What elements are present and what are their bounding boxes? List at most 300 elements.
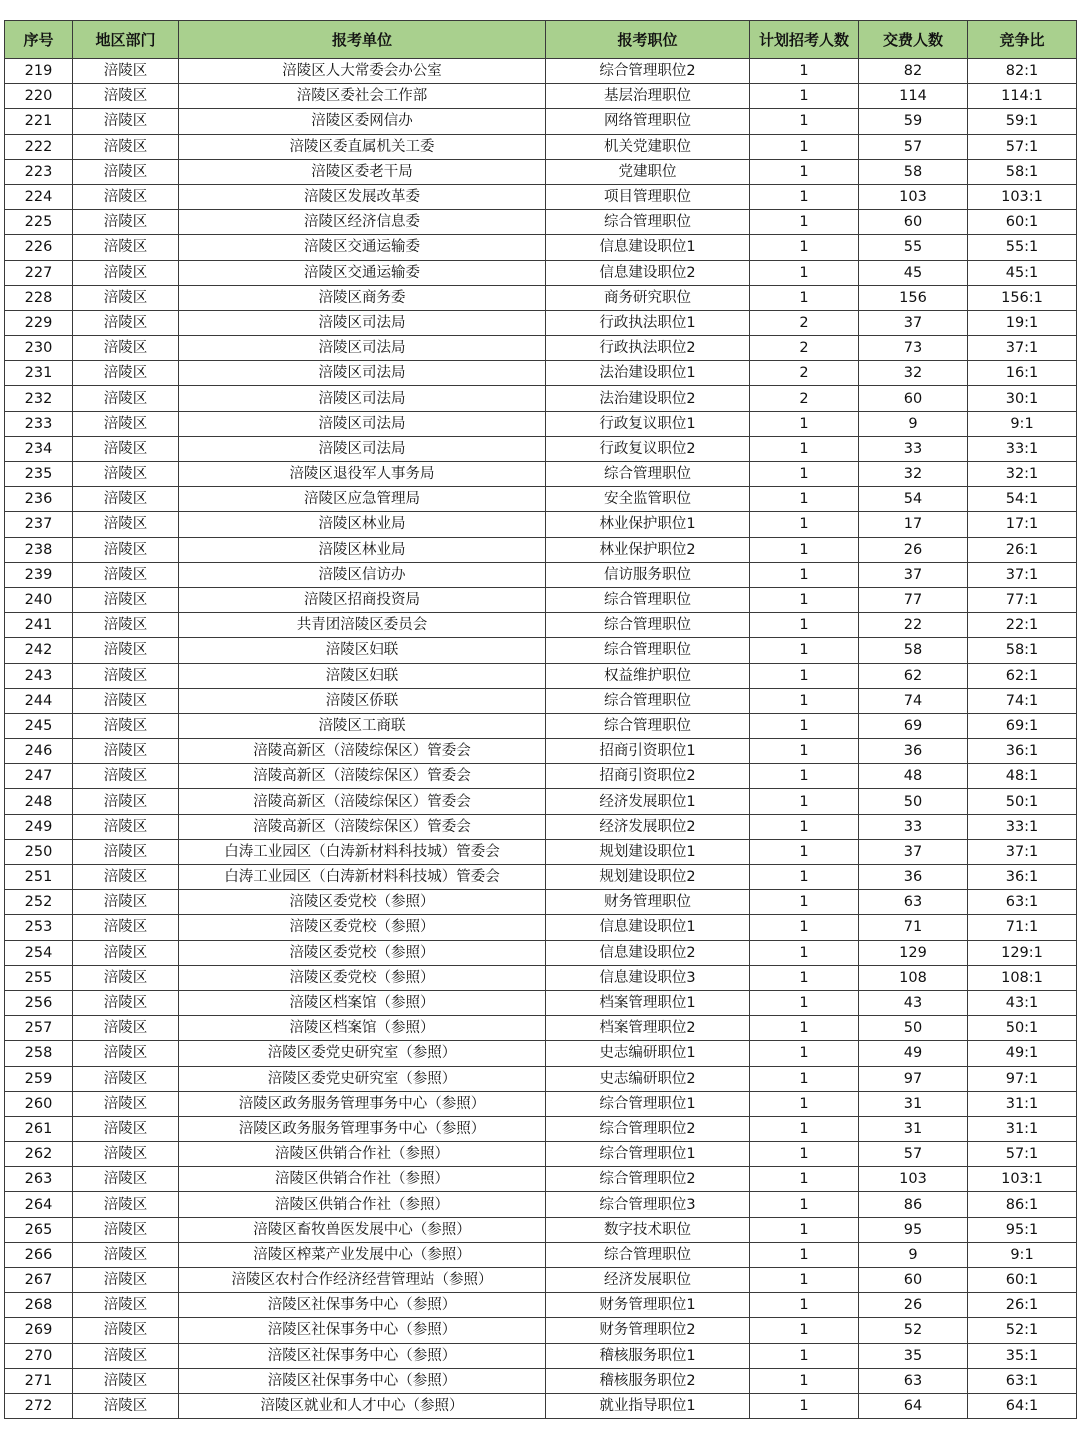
cell-position: 经济发展职位2 bbox=[546, 814, 750, 839]
cell-region: 涪陵区 bbox=[73, 839, 179, 864]
cell-region: 涪陵区 bbox=[73, 814, 179, 839]
cell-unit: 涪陵区司法局 bbox=[179, 361, 546, 386]
cell-position: 林业保护职位1 bbox=[546, 512, 750, 537]
cell-planned: 1 bbox=[750, 587, 859, 612]
cell-paid: 60 bbox=[859, 210, 968, 235]
cell-paid: 36 bbox=[859, 739, 968, 764]
cell-paid: 26 bbox=[859, 537, 968, 562]
cell-paid: 129 bbox=[859, 940, 968, 965]
cell-position: 党建职位 bbox=[546, 159, 750, 184]
table-row bbox=[5, 1217, 1077, 1242]
cell-ratio: 16:1 bbox=[968, 361, 1077, 386]
table-row bbox=[5, 285, 1077, 310]
cell-unit: 涪陵区交通运输委 bbox=[179, 260, 546, 285]
cell-region: 涪陵区 bbox=[73, 537, 179, 562]
table-row bbox=[5, 1091, 1077, 1116]
cell-serial: 269 bbox=[5, 1318, 73, 1343]
cell-region: 涪陵区 bbox=[73, 789, 179, 814]
cell-serial: 263 bbox=[5, 1167, 73, 1192]
cell-serial: 272 bbox=[5, 1393, 73, 1418]
cell-position: 信息建设职位1 bbox=[546, 235, 750, 260]
cell-ratio: 26:1 bbox=[968, 1293, 1077, 1318]
cell-region: 涪陵区 bbox=[73, 1167, 179, 1192]
cell-position: 综合管理职位 bbox=[546, 638, 750, 663]
cell-paid: 63 bbox=[859, 1368, 968, 1393]
cell-planned: 1 bbox=[750, 411, 859, 436]
cell-unit: 涪陵区畜牧兽医发展中心（参照） bbox=[179, 1217, 546, 1242]
table-row bbox=[5, 386, 1077, 411]
cell-serial: 260 bbox=[5, 1091, 73, 1116]
cell-planned: 1 bbox=[750, 210, 859, 235]
cell-ratio: 63:1 bbox=[968, 890, 1077, 915]
cell-region: 涪陵区 bbox=[73, 336, 179, 361]
cell-serial: 240 bbox=[5, 587, 73, 612]
cell-planned: 1 bbox=[750, 1293, 859, 1318]
cell-region: 涪陵区 bbox=[73, 184, 179, 209]
cell-planned: 1 bbox=[750, 109, 859, 134]
cell-region: 涪陵区 bbox=[73, 764, 179, 789]
cell-region: 涪陵区 bbox=[73, 512, 179, 537]
cell-unit: 涪陵区商务委 bbox=[179, 285, 546, 310]
cell-region: 涪陵区 bbox=[73, 587, 179, 612]
cell-ratio: 57:1 bbox=[968, 1142, 1077, 1167]
cell-position: 招商引资职位1 bbox=[546, 739, 750, 764]
cell-ratio: 55:1 bbox=[968, 235, 1077, 260]
table-row bbox=[5, 1368, 1077, 1393]
cell-position: 信息建设职位2 bbox=[546, 940, 750, 965]
cell-planned: 1 bbox=[750, 436, 859, 461]
recruitment-table-container bbox=[4, 20, 1076, 1419]
cell-position: 综合管理职位1 bbox=[546, 1091, 750, 1116]
cell-region: 涪陵区 bbox=[73, 1268, 179, 1293]
cell-ratio: 31:1 bbox=[968, 1091, 1077, 1116]
cell-region: 涪陵区 bbox=[73, 487, 179, 512]
table-row bbox=[5, 1343, 1077, 1368]
cell-serial: 224 bbox=[5, 184, 73, 209]
cell-planned: 1 bbox=[750, 890, 859, 915]
cell-paid: 31 bbox=[859, 1116, 968, 1141]
cell-ratio: 156:1 bbox=[968, 285, 1077, 310]
table-row bbox=[5, 210, 1077, 235]
cell-position: 行政执法职位2 bbox=[546, 336, 750, 361]
table-row bbox=[5, 336, 1077, 361]
cell-ratio: 71:1 bbox=[968, 915, 1077, 940]
cell-unit: 涪陵区委党校（参照） bbox=[179, 915, 546, 940]
cell-region: 涪陵区 bbox=[73, 134, 179, 159]
cell-position: 规划建设职位1 bbox=[546, 839, 750, 864]
cell-ratio: 26:1 bbox=[968, 537, 1077, 562]
table-row bbox=[5, 915, 1077, 940]
cell-serial: 227 bbox=[5, 260, 73, 285]
cell-planned: 1 bbox=[750, 1142, 859, 1167]
table-row bbox=[5, 587, 1077, 612]
cell-position: 综合管理职位 bbox=[546, 713, 750, 738]
cell-position: 网络管理职位 bbox=[546, 109, 750, 134]
cell-region: 涪陵区 bbox=[73, 990, 179, 1015]
cell-position: 权益维护职位 bbox=[546, 663, 750, 688]
header-position: 报考职位 bbox=[546, 21, 750, 59]
table-row bbox=[5, 1242, 1077, 1267]
cell-unit: 涪陵区发展改革委 bbox=[179, 184, 546, 209]
cell-unit: 涪陵区林业局 bbox=[179, 537, 546, 562]
cell-region: 涪陵区 bbox=[73, 940, 179, 965]
cell-serial: 256 bbox=[5, 990, 73, 1015]
cell-region: 涪陵区 bbox=[73, 890, 179, 915]
cell-ratio: 50:1 bbox=[968, 789, 1077, 814]
cell-paid: 54 bbox=[859, 487, 968, 512]
cell-paid: 17 bbox=[859, 512, 968, 537]
cell-planned: 1 bbox=[750, 512, 859, 537]
cell-position: 数字技术职位 bbox=[546, 1217, 750, 1242]
table-row bbox=[5, 1293, 1077, 1318]
cell-position: 行政复议职位2 bbox=[546, 436, 750, 461]
cell-planned: 1 bbox=[750, 764, 859, 789]
cell-serial: 254 bbox=[5, 940, 73, 965]
cell-ratio: 45:1 bbox=[968, 260, 1077, 285]
cell-serial: 270 bbox=[5, 1343, 73, 1368]
cell-ratio: 103:1 bbox=[968, 1167, 1077, 1192]
cell-ratio: 69:1 bbox=[968, 713, 1077, 738]
cell-planned: 2 bbox=[750, 310, 859, 335]
cell-unit: 涪陵高新区（涪陵综保区）管委会 bbox=[179, 739, 546, 764]
table-row bbox=[5, 663, 1077, 688]
cell-paid: 48 bbox=[859, 764, 968, 789]
cell-ratio: 33:1 bbox=[968, 814, 1077, 839]
cell-planned: 1 bbox=[750, 1116, 859, 1141]
cell-ratio: 58:1 bbox=[968, 638, 1077, 663]
cell-unit: 涪陵区林业局 bbox=[179, 512, 546, 537]
cell-position: 综合管理职位 bbox=[546, 613, 750, 638]
cell-paid: 60 bbox=[859, 386, 968, 411]
cell-region: 涪陵区 bbox=[73, 436, 179, 461]
cell-serial: 233 bbox=[5, 411, 73, 436]
cell-region: 涪陵区 bbox=[73, 361, 179, 386]
cell-serial: 255 bbox=[5, 965, 73, 990]
cell-paid: 108 bbox=[859, 965, 968, 990]
cell-serial: 251 bbox=[5, 865, 73, 890]
cell-ratio: 64:1 bbox=[968, 1393, 1077, 1418]
cell-unit: 涪陵区社保事务中心（参照） bbox=[179, 1293, 546, 1318]
table-row bbox=[5, 84, 1077, 109]
table-header bbox=[5, 21, 1077, 59]
cell-unit: 涪陵区委老干局 bbox=[179, 159, 546, 184]
cell-unit: 涪陵区供销合作社（参照） bbox=[179, 1142, 546, 1167]
cell-ratio: 74:1 bbox=[968, 688, 1077, 713]
table-row bbox=[5, 184, 1077, 209]
cell-position: 规划建设职位2 bbox=[546, 865, 750, 890]
cell-paid: 9 bbox=[859, 1242, 968, 1267]
cell-paid: 59 bbox=[859, 109, 968, 134]
cell-unit: 涪陵区供销合作社（参照） bbox=[179, 1167, 546, 1192]
cell-planned: 1 bbox=[750, 1268, 859, 1293]
cell-ratio: 19:1 bbox=[968, 310, 1077, 335]
table-row bbox=[5, 134, 1077, 159]
cell-position: 商务研究职位 bbox=[546, 285, 750, 310]
table-row bbox=[5, 688, 1077, 713]
cell-paid: 36 bbox=[859, 865, 968, 890]
cell-region: 涪陵区 bbox=[73, 310, 179, 335]
cell-region: 涪陵区 bbox=[73, 159, 179, 184]
cell-planned: 1 bbox=[750, 562, 859, 587]
cell-ratio: 62:1 bbox=[968, 663, 1077, 688]
cell-paid: 156 bbox=[859, 285, 968, 310]
cell-unit: 涪陵区榨菜产业发展中心（参照） bbox=[179, 1242, 546, 1267]
cell-ratio: 54:1 bbox=[968, 487, 1077, 512]
table-row bbox=[5, 310, 1077, 335]
cell-paid: 97 bbox=[859, 1066, 968, 1091]
cell-paid: 50 bbox=[859, 1016, 968, 1041]
cell-region: 涪陵区 bbox=[73, 1293, 179, 1318]
cell-serial: 243 bbox=[5, 663, 73, 688]
cell-region: 涪陵区 bbox=[73, 1343, 179, 1368]
table-row bbox=[5, 361, 1077, 386]
cell-planned: 1 bbox=[750, 613, 859, 638]
cell-unit: 涪陵区应急管理局 bbox=[179, 487, 546, 512]
cell-paid: 32 bbox=[859, 361, 968, 386]
table-row bbox=[5, 1167, 1077, 1192]
cell-position: 综合管理职位2 bbox=[546, 1116, 750, 1141]
table-row bbox=[5, 462, 1077, 487]
cell-unit: 涪陵区委党史研究室（参照） bbox=[179, 1066, 546, 1091]
table-row bbox=[5, 713, 1077, 738]
table-row bbox=[5, 1393, 1077, 1418]
cell-unit: 白涛工业园区（白涛新材料科技城）管委会 bbox=[179, 865, 546, 890]
cell-position: 信息建设职位1 bbox=[546, 915, 750, 940]
cell-planned: 1 bbox=[750, 1016, 859, 1041]
cell-paid: 37 bbox=[859, 562, 968, 587]
cell-planned: 1 bbox=[750, 713, 859, 738]
cell-ratio: 9:1 bbox=[968, 1242, 1077, 1267]
cell-planned: 1 bbox=[750, 990, 859, 1015]
cell-unit: 涪陵区委直属机关工委 bbox=[179, 134, 546, 159]
cell-planned: 1 bbox=[750, 965, 859, 990]
cell-paid: 69 bbox=[859, 713, 968, 738]
cell-serial: 265 bbox=[5, 1217, 73, 1242]
cell-serial: 246 bbox=[5, 739, 73, 764]
cell-unit: 共青团涪陵区委员会 bbox=[179, 613, 546, 638]
cell-ratio: 32:1 bbox=[968, 462, 1077, 487]
cell-planned: 1 bbox=[750, 789, 859, 814]
cell-unit: 涪陵区交通运输委 bbox=[179, 235, 546, 260]
cell-unit: 涪陵区人大常委会办公室 bbox=[179, 59, 546, 84]
cell-position: 基层治理职位 bbox=[546, 84, 750, 109]
cell-paid: 26 bbox=[859, 1293, 968, 1318]
cell-region: 涪陵区 bbox=[73, 965, 179, 990]
cell-serial: 235 bbox=[5, 462, 73, 487]
table-row bbox=[5, 1192, 1077, 1217]
cell-serial: 259 bbox=[5, 1066, 73, 1091]
cell-planned: 1 bbox=[750, 134, 859, 159]
cell-ratio: 59:1 bbox=[968, 109, 1077, 134]
cell-planned: 2 bbox=[750, 336, 859, 361]
cell-paid: 22 bbox=[859, 613, 968, 638]
cell-region: 涪陵区 bbox=[73, 210, 179, 235]
header-serial: 序号 bbox=[5, 21, 73, 59]
cell-position: 经济发展职位 bbox=[546, 1268, 750, 1293]
cell-unit: 涪陵区政务服务管理事务中心（参照） bbox=[179, 1091, 546, 1116]
cell-region: 涪陵区 bbox=[73, 386, 179, 411]
table-row bbox=[5, 59, 1077, 84]
cell-paid: 55 bbox=[859, 235, 968, 260]
cell-ratio: 95:1 bbox=[968, 1217, 1077, 1242]
cell-position: 综合管理职位 bbox=[546, 462, 750, 487]
cell-paid: 86 bbox=[859, 1192, 968, 1217]
cell-ratio: 36:1 bbox=[968, 865, 1077, 890]
table-row bbox=[5, 890, 1077, 915]
cell-unit: 涪陵区委网信办 bbox=[179, 109, 546, 134]
cell-serial: 262 bbox=[5, 1142, 73, 1167]
cell-paid: 49 bbox=[859, 1041, 968, 1066]
cell-paid: 74 bbox=[859, 688, 968, 713]
cell-serial: 230 bbox=[5, 336, 73, 361]
cell-position: 林业保护职位2 bbox=[546, 537, 750, 562]
cell-serial: 220 bbox=[5, 84, 73, 109]
cell-region: 涪陵区 bbox=[73, 1393, 179, 1418]
cell-ratio: 58:1 bbox=[968, 159, 1077, 184]
cell-serial: 264 bbox=[5, 1192, 73, 1217]
cell-ratio: 108:1 bbox=[968, 965, 1077, 990]
cell-planned: 1 bbox=[750, 260, 859, 285]
cell-serial: 245 bbox=[5, 713, 73, 738]
cell-ratio: 129:1 bbox=[968, 940, 1077, 965]
cell-paid: 71 bbox=[859, 915, 968, 940]
cell-unit: 涪陵区社保事务中心（参照） bbox=[179, 1318, 546, 1343]
table-row bbox=[5, 613, 1077, 638]
cell-region: 涪陵区 bbox=[73, 235, 179, 260]
table-body bbox=[5, 59, 1077, 1419]
cell-planned: 1 bbox=[750, 1242, 859, 1267]
cell-serial: 252 bbox=[5, 890, 73, 915]
cell-position: 档案管理职位1 bbox=[546, 990, 750, 1015]
cell-serial: 271 bbox=[5, 1368, 73, 1393]
cell-unit: 涪陵区委党校（参照） bbox=[179, 940, 546, 965]
cell-serial: 241 bbox=[5, 613, 73, 638]
table-row bbox=[5, 1142, 1077, 1167]
cell-paid: 57 bbox=[859, 134, 968, 159]
cell-unit: 涪陵区委社会工作部 bbox=[179, 84, 546, 109]
cell-position: 法治建设职位1 bbox=[546, 361, 750, 386]
cell-position: 信息建设职位2 bbox=[546, 260, 750, 285]
cell-position: 招商引资职位2 bbox=[546, 764, 750, 789]
cell-region: 涪陵区 bbox=[73, 1041, 179, 1066]
cell-ratio: 57:1 bbox=[968, 134, 1077, 159]
cell-serial: 261 bbox=[5, 1116, 73, 1141]
cell-paid: 37 bbox=[859, 310, 968, 335]
cell-serial: 229 bbox=[5, 310, 73, 335]
cell-planned: 1 bbox=[750, 940, 859, 965]
cell-position: 综合管理职位1 bbox=[546, 1142, 750, 1167]
cell-ratio: 86:1 bbox=[968, 1192, 1077, 1217]
cell-unit: 涪陵区经济信息委 bbox=[179, 210, 546, 235]
table-row bbox=[5, 512, 1077, 537]
cell-ratio: 52:1 bbox=[968, 1318, 1077, 1343]
cell-serial: 234 bbox=[5, 436, 73, 461]
cell-unit: 涪陵区退役军人事务局 bbox=[179, 462, 546, 487]
cell-paid: 37 bbox=[859, 839, 968, 864]
table-row bbox=[5, 965, 1077, 990]
cell-unit: 涪陵区就业和人才中心（参照） bbox=[179, 1393, 546, 1418]
cell-serial: 222 bbox=[5, 134, 73, 159]
cell-ratio: 114:1 bbox=[968, 84, 1077, 109]
cell-position: 综合管理职位 bbox=[546, 1242, 750, 1267]
cell-serial: 223 bbox=[5, 159, 73, 184]
table-row bbox=[5, 436, 1077, 461]
cell-serial: 239 bbox=[5, 562, 73, 587]
cell-unit: 涪陵区委党史研究室（参照） bbox=[179, 1041, 546, 1066]
cell-unit: 涪陵区司法局 bbox=[179, 386, 546, 411]
cell-position: 综合管理职位2 bbox=[546, 1167, 750, 1192]
cell-ratio: 97:1 bbox=[968, 1066, 1077, 1091]
cell-planned: 1 bbox=[750, 184, 859, 209]
cell-ratio: 77:1 bbox=[968, 587, 1077, 612]
cell-serial: 250 bbox=[5, 839, 73, 864]
cell-region: 涪陵区 bbox=[73, 1217, 179, 1242]
cell-paid: 58 bbox=[859, 638, 968, 663]
cell-ratio: 63:1 bbox=[968, 1368, 1077, 1393]
cell-ratio: 36:1 bbox=[968, 739, 1077, 764]
recruitment-table bbox=[4, 20, 1077, 1419]
cell-unit: 涪陵区工商联 bbox=[179, 713, 546, 738]
cell-region: 涪陵区 bbox=[73, 285, 179, 310]
cell-serial: 258 bbox=[5, 1041, 73, 1066]
cell-planned: 1 bbox=[750, 487, 859, 512]
cell-position: 稽核服务职位1 bbox=[546, 1343, 750, 1368]
cell-unit: 涪陵区社保事务中心（参照） bbox=[179, 1368, 546, 1393]
cell-planned: 1 bbox=[750, 84, 859, 109]
cell-paid: 50 bbox=[859, 789, 968, 814]
cell-planned: 1 bbox=[750, 1217, 859, 1242]
cell-serial: 238 bbox=[5, 537, 73, 562]
header-unit: 报考单位 bbox=[179, 21, 546, 59]
cell-planned: 2 bbox=[750, 386, 859, 411]
cell-ratio: 43:1 bbox=[968, 990, 1077, 1015]
cell-region: 涪陵区 bbox=[73, 1091, 179, 1116]
cell-serial: 225 bbox=[5, 210, 73, 235]
cell-position: 综合管理职位 bbox=[546, 210, 750, 235]
cell-planned: 1 bbox=[750, 1167, 859, 1192]
cell-position: 财务管理职位2 bbox=[546, 1318, 750, 1343]
cell-paid: 57 bbox=[859, 1142, 968, 1167]
cell-planned: 1 bbox=[750, 814, 859, 839]
cell-region: 涪陵区 bbox=[73, 688, 179, 713]
cell-unit: 涪陵区司法局 bbox=[179, 411, 546, 436]
header-planned: 计划招考人数 bbox=[750, 21, 859, 59]
cell-unit: 涪陵区档案馆（参照） bbox=[179, 990, 546, 1015]
cell-unit: 涪陵区委党校（参照） bbox=[179, 890, 546, 915]
cell-paid: 103 bbox=[859, 184, 968, 209]
table-row bbox=[5, 1041, 1077, 1066]
cell-serial: 219 bbox=[5, 59, 73, 84]
cell-region: 涪陵区 bbox=[73, 1242, 179, 1267]
table-row bbox=[5, 159, 1077, 184]
cell-serial: 228 bbox=[5, 285, 73, 310]
cell-position: 信息建设职位3 bbox=[546, 965, 750, 990]
cell-paid: 43 bbox=[859, 990, 968, 1015]
table-row bbox=[5, 638, 1077, 663]
header-ratio: 竞争比 bbox=[968, 21, 1077, 59]
table-row bbox=[5, 839, 1077, 864]
cell-paid: 32 bbox=[859, 462, 968, 487]
cell-region: 涪陵区 bbox=[73, 1142, 179, 1167]
table-row bbox=[5, 411, 1077, 436]
table-row bbox=[5, 865, 1077, 890]
cell-paid: 63 bbox=[859, 890, 968, 915]
cell-serial: 249 bbox=[5, 814, 73, 839]
cell-ratio: 17:1 bbox=[968, 512, 1077, 537]
cell-paid: 33 bbox=[859, 814, 968, 839]
cell-serial: 267 bbox=[5, 1268, 73, 1293]
table-row bbox=[5, 940, 1077, 965]
